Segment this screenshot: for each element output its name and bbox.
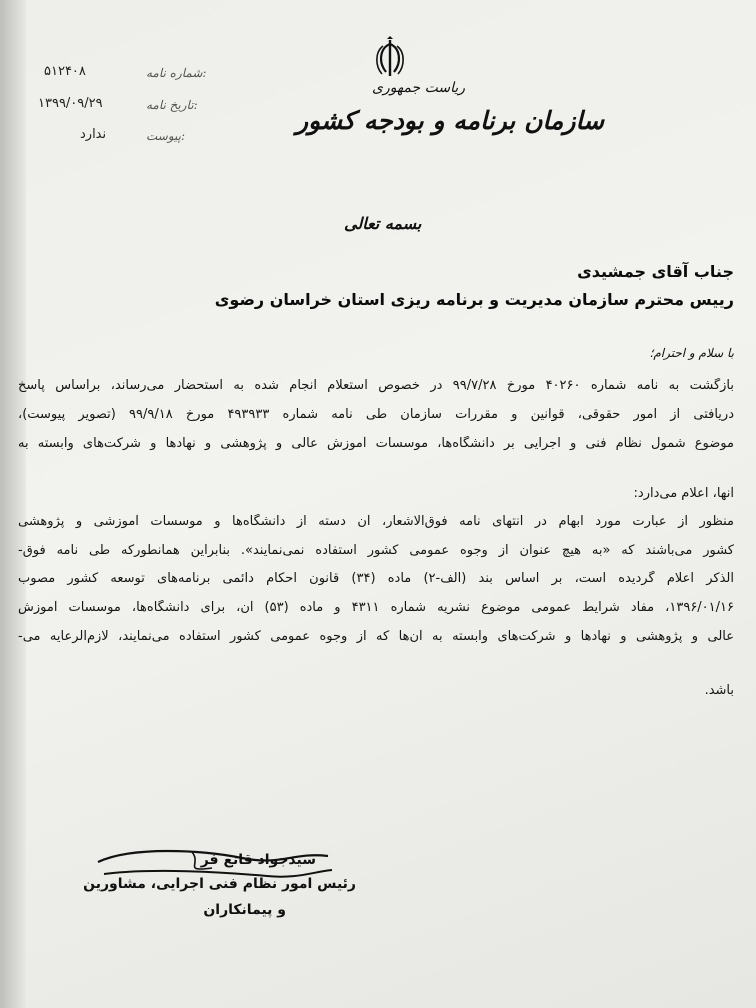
signer-title-line1: رئیس امور نظام فنی اجرایی، مشاورین <box>83 876 356 892</box>
basmala-heading: بسمه تعالی <box>344 214 422 233</box>
addressee-title: رییس محترم سازمان مدیریت و برنامه ریزی استان خراسان رضوی <box>214 290 734 309</box>
attachment-value: ندارد <box>80 127 107 142</box>
letter-number-value: ۵۱۲۴۰۸ <box>44 64 86 79</box>
body-line: دریافتی از امور حقوقی، قوانین و مقررات سازمان طی نامه شماره ۴۹۳۹۳۳ مورخ ۹۹/۹/۱۸ (تصویر پیوست)، <box>18 407 734 422</box>
letter-date-label: تاریخ نامه: <box>146 98 198 112</box>
body-line: بازگشت به نامه شماره ۴۰۲۶۰ مورخ ۹۹/۷/۲۸ در خصوص استعلام انجام شده به استحضار می‌رساند، براساس پاسخ <box>18 378 734 393</box>
signer-name: سیدجواد قانع فر <box>200 852 316 868</box>
body-line: الذکر اعلام گردیده است، بر اساس بند (الف-۲) ماده (۳۴) قانون احکام دائمی برنامه‌های توسعه کشور مصوب <box>18 571 734 586</box>
body-line: آنها، اعلام می‌دارد: <box>633 486 734 501</box>
body-line: منظور از عبارت مورد ابهام در انتهای نامه فوق‌الاشعار، آن دسته از دانشگاه‌ها و موسسات آموزشی و پژوهشی <box>18 514 734 529</box>
body-line: ۱۳۹۶/۰۱/۱۶، مفاد شرایط عمومی موضوع نشریه شماره ۴۳۱۱ و ماده (۵۳) آن، برای دانشگاه‌ها، موسسات آموزش <box>18 600 734 615</box>
iran-emblem-logo <box>370 36 410 80</box>
greeting: با سلام و احترام؛ <box>649 346 734 360</box>
addressee-name: جناب آقای جمشیدی <box>577 262 734 281</box>
attachment-label: پیوست: <box>146 129 186 143</box>
letter-date-value: ۱۳۹۹/۰۹/۲۹ <box>38 96 103 111</box>
body-line: باشد. <box>704 683 734 698</box>
org-subtitle: ریاست جمهوری <box>372 80 466 96</box>
org-name: سازمان برنامه و بودجه کشور <box>296 106 605 135</box>
letter-number-label: شماره نامه: <box>146 66 207 80</box>
page-shadow <box>0 0 26 1008</box>
body-line: کشور می‌باشند که «به هیچ عنوان از وجوه عمومی کشور استفاده نمی‌نمایند». بنابراین همانطورکه طی نامه فوق- <box>18 543 734 558</box>
body-line: موضوع شمول نظام فنی و اجرایی بر دانشگاه‌ها، موسسات آموزش عالی و پژوهشی و نهادها و شرکت‌های وابسته به <box>18 436 734 451</box>
body-line: عالی و پژوهشی و نهادها و شرکت‌های وابسته به آن‌ها که از وجوه عمومی کشور استفاده می‌نمایند، لازم‌الرعایه می- <box>18 629 734 644</box>
handwritten-signature <box>92 842 337 892</box>
signer-title-line2: و پیمانکاران <box>203 902 286 918</box>
